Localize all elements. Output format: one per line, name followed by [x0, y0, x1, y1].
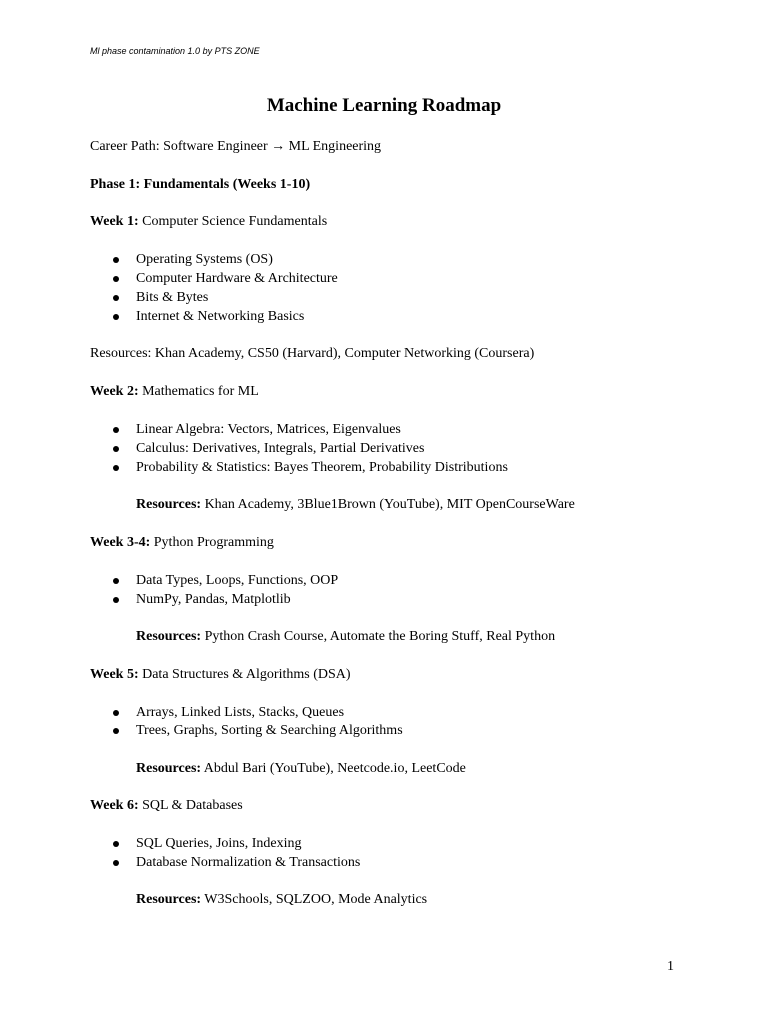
bullet-icon [113, 597, 119, 603]
week34-topic: Python Programming [150, 535, 274, 550]
bullet-icon [113, 728, 119, 734]
week6-label: Week 6: [90, 798, 139, 813]
resources-text: Abdul Bari (YouTube), Neetcode.io, LeetCode [201, 761, 466, 776]
bullet-icon [113, 578, 119, 584]
list-item-text: Data Types, Loops, Functions, OOP [136, 573, 339, 588]
week6-topic: SQL & Databases [138, 798, 243, 813]
resources-label: Resources: [136, 629, 202, 644]
resources-text: W3Schools, SQLZOO, Mode Analytics [201, 892, 428, 907]
bullet-icon [113, 295, 119, 301]
bullet-icon [113, 446, 119, 452]
list-item-text: Arrays, Linked Lists, Stacks, Queues [136, 705, 345, 720]
week2-resources [136, 496, 575, 514]
week2-topic: Mathematics for ML [138, 384, 259, 399]
week1-topic: Computer Science Fundamentals [138, 214, 328, 229]
resources-text: Khan Academy, 3Blue1Brown (YouTube), MIT OpenCourseWare [201, 497, 575, 512]
page-number: 1 [667, 959, 674, 974]
list-item-text: SQL Queries, Joins, Indexing [136, 836, 302, 851]
phase1-heading: Phase 1: Fundamentals (Weeks 1-10) [90, 177, 311, 192]
header-note: Ml phase contamination 1.0 by PTS ZONE [90, 46, 260, 56]
bullet-icon [113, 860, 119, 866]
week1-heading [90, 213, 327, 231]
list-item-text: NumPy, Pandas, Matplotlib [136, 592, 291, 607]
list-item-text: Internet & Networking Basics [136, 309, 305, 324]
week34-heading [90, 534, 274, 552]
week34-label: Week 3-4: [90, 535, 151, 550]
list-item-text: Operating Systems (OS) [136, 252, 273, 267]
bullet-icon [113, 314, 119, 320]
bullet-icon [113, 257, 119, 263]
bullet-icon [113, 276, 119, 282]
resources-label: Resources: [136, 497, 202, 512]
week1-label: Week 1: [90, 214, 139, 229]
bullet-icon [113, 427, 119, 433]
bullet-icon [113, 465, 119, 471]
week6-resources [136, 891, 427, 909]
list-item-text: Database Normalization & Transactions [136, 855, 361, 870]
week5-topic: Data Structures & Algorithms (DSA) [138, 667, 351, 682]
list-item-text: Trees, Graphs, Sorting & Searching Algorithms [136, 723, 403, 738]
career-path-line: Career Path: Software Engineer → ML Engineering [90, 139, 382, 154]
list-item-text: Linear Algebra: Vectors, Matrices, Eigenvalues [136, 422, 401, 437]
bullet-icon [113, 710, 119, 716]
document-title: Machine Learning Roadmap [266, 95, 502, 116]
week5-label: Week 5: [90, 667, 139, 682]
resources-label: Resources: [136, 761, 202, 776]
week2-label: Week 2: [90, 384, 139, 399]
week6-heading [90, 797, 243, 815]
week2-heading [90, 383, 259, 401]
bullet-icon [113, 841, 119, 847]
list-item-text: Computer Hardware & Architecture [136, 271, 338, 286]
list-item-text: Calculus: Derivatives, Integrals, Partial Derivatives [136, 441, 425, 456]
list-item-text: Bits & Bytes [136, 290, 209, 305]
list-item-text: Probability & Statistics: Bayes Theorem, Probability Distributions [136, 460, 508, 475]
resources-label: Resources: [136, 892, 202, 907]
week1-resources: Resources: Khan Academy, CS50 (Harvard), Computer Networking (Coursera) [90, 346, 535, 361]
week5-heading [90, 666, 351, 684]
week34-resources [136, 628, 555, 646]
resources-text: Python Crash Course, Automate the Boring Stuff, Real Python [201, 629, 556, 644]
week5-resources [136, 760, 466, 778]
